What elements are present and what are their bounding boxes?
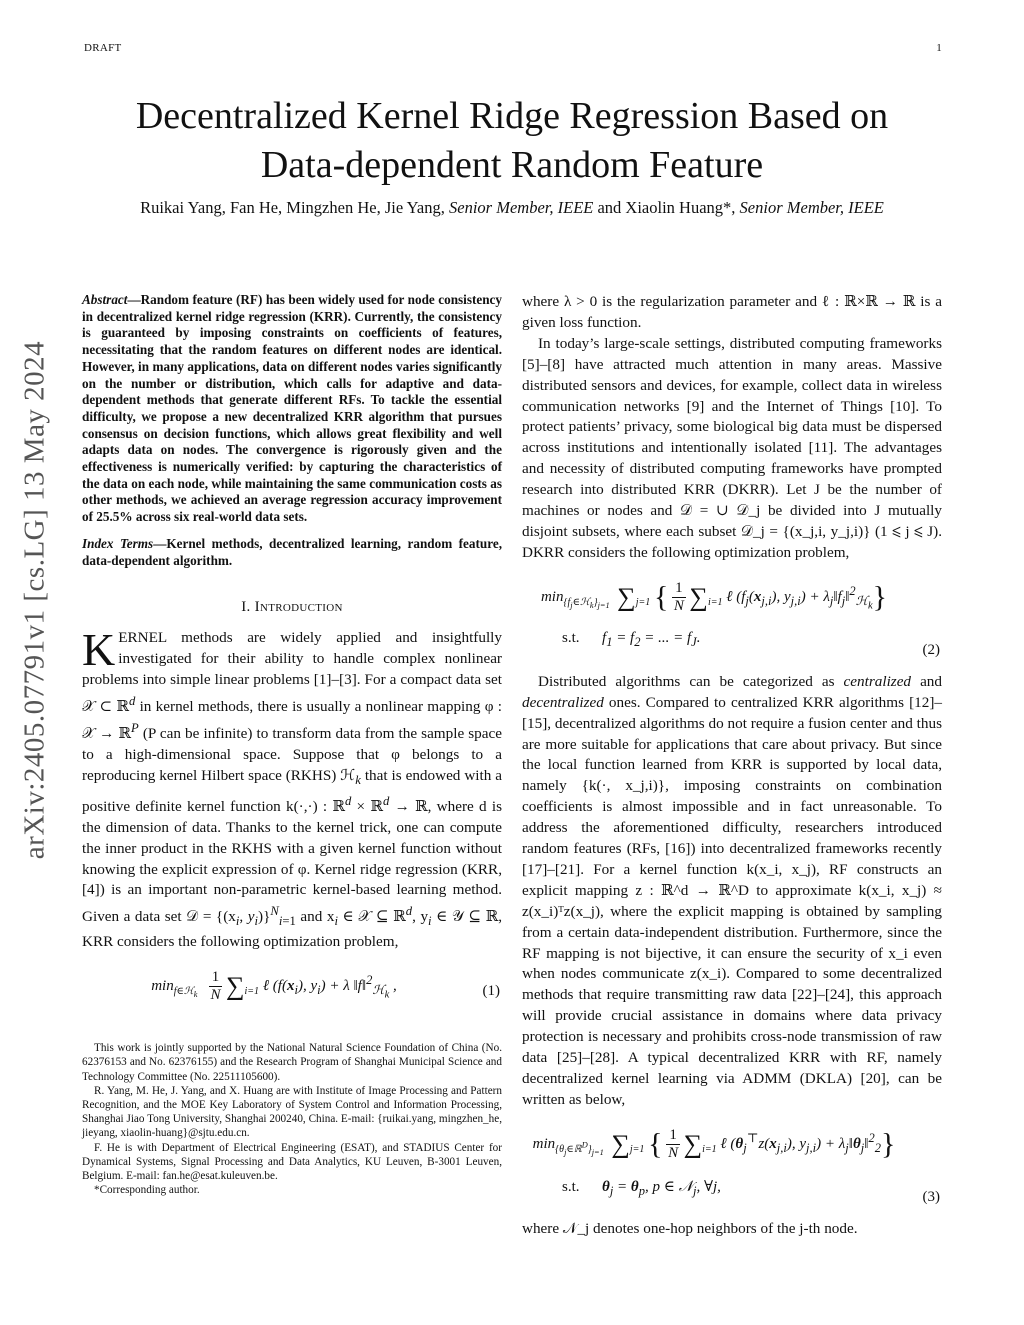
drop-cap: K <box>82 624 116 676</box>
equation-constraint: s.t. $\theta_j = \theta_p$, p ∈ 𝒩$_j$, ∀j, <box>562 1178 721 1198</box>
page-number: 1 <box>936 42 942 54</box>
equation-body: $\min_{f\in ℋ_k}$ $\frac{1}{N}$ $\sum_{i=1}$ ℓ ($f(x_i)$, $y_i) + \lambda$ ‖f‖$^2_{ℋ_k}$ , <box>151 969 397 1004</box>
arxiv-sidebar <box>10 310 60 890</box>
equation-2 <box>522 572 942 666</box>
title-line-2: Data-dependent Random Feature <box>260 144 764 186</box>
title-line-1: Decentralized Kernel Ridge Regression Based on <box>135 95 889 137</box>
equation-3 <box>522 1119 942 1213</box>
footnote: F. He is with Department of Electrical Engineering (ESAT), and STADIUS Center for Dynamical Systems, Signal Processing and Data Analytics, KU Leuven, B-3001 Leuven, Belgium. E-mail: fan.he@esat.kuleuven.be. <box>82 1141 502 1183</box>
body-paragraph: In today’s large-scale settings, distributed computing frameworks [5]–[8] have attracted much attention in many areas. Massive distributed sensors and devices, for example, collect data in wireless communication networks [9] and the Internet of Things [10]. To protect patients’ privacy, some biological big data must be dispersed across institutions and intentionally isolated [11]. The advantages and necessity of distributed computing frameworks have prompted research into distributed KRR (DKRR). Let J be the number of machines or nodes and 𝒟 = ∪ 𝒟_j be divided into J mutually disjoint subsets, where each subset 𝒟_j = {(x_j,i, y_j,i)} (1 ⩽ j ⩽ J). DKRR considers the following optimization problem, <box>522 334 942 561</box>
author-names: Ruikai Yang, Fan He, Mingzhen He, Jie Yang, <box>140 198 450 217</box>
arxiv-identifier: arXiv:2405.07791v1 [cs.LG] 13 May 2024 <box>18 340 51 860</box>
footnote: *Corresponding author. <box>94 1184 200 1197</box>
index-terms: Index Terms—Kernel methods, decentralized learning, random feature, data-dependent algorithm. <box>82 535 502 568</box>
equation-number: (2) <box>922 641 940 658</box>
equation-number: (3) <box>922 1188 940 1205</box>
footnote: This work is jointly supported by the National Natural Science Foundation of China (No. 62376153 and No. 62376155) and the Research Program of Shanghai Municipal Science and Technology Committee (No. 22511105600). <box>82 1042 502 1083</box>
intro-paragraph: KERNEL methods are widely applied and insightfully investigated for their ability to handle complex nonlinear problems into simple linear problems [1]–[3]. For a compact data set 𝒳 ⊂ ℝ$^d$ in kernel methods, there is usually a nonlinear mapping φ : 𝒳 → ℝ$^P$ (P can be infinite) to transform data from the sample space to a high-dimensional space. Suppose that φ belongs to a reproducing kernel Hilbert space (RKHS) ℋ$_k$ that is endowed with a positive definite kernel function k(·,·) : ℝ$^d$ × ℝ$^d$ → ℝ, where d is the dimension of data. Thanks to the kernel trick, one can compute the inner product in the RKHS with a given kernel function without knowing the explicit expression of φ. Kernel ridge regression (KRR, [4]) is an important non-parametric kernel-based learning method. Given a data set 𝒟 = {($x_i$, $y_i)\}^N_{i=1}$ and $x_i$ ∈ 𝒳 ⊆ ℝ$^d$, $y_i$ ∈ 𝒴 ⊆ ℝ, KRR considers the following optimization problem, <box>82 624 503 951</box>
author-role: Senior Member, IEEE <box>739 198 884 217</box>
paper-title <box>60 92 964 190</box>
author-list <box>60 198 964 218</box>
left-column <box>82 292 502 1197</box>
equation-number: (1) <box>482 983 500 1000</box>
author-role: Senior Member, IEEE <box>449 198 594 217</box>
abstract: Abstract—Random feature (RF) has been widely used for node consistency in decentralized kernel ridge regression (KRR). Currently, the consistency is guaranteed by imposing constraints on coefficients of features, necessitating that the random features on different nodes are identical. However, in many applications, data on different nodes varies significantly on the number or distribution, which calls for adaptive and data-dependent methods that generate different RFs. To tackle the essential difficulty, we propose a new decentralized KRR algorithm that pursues consensus on decision functions, which allows great flexibility and well adapts data on nodes. The convergence is rigorously given and the effectiveness is numerically verified: by capturing the characteristics of the data on each node, while maintaining the same communication costs as other methods, we achieved an average regression accuracy improvement of 25.5% across six real-world data sets. <box>82 292 502 525</box>
footnotes <box>82 1041 502 1197</box>
body-paragraph: Distributed algorithms can be categorized as centralized and decentralized ones. Compared to centralized KRR algorithms [12]–[15], decentralized algorithms do not require a fusion center and thus are more suitable for applications that care about privacy. But since the local function learned from KRR is supported by local data, namely {k(·, x_j,i)}, imposing constraints on combination coefficients is almost impossible and in fact unreasonable. To address the aforementioned difficulty, researchers introduced random features (RFs, [16]) into decentralized frameworks recently [17]–[21]. For a kernel function k(x_i, x_j), RF constructs an explicit mapping z : ℝ^d → ℝ^D to approximate k(x_i, x_j) ≈ z(x_i)ᵀz(x_j), where the explicit mapping is obtained by sampling from a certain data-independent distribution. Furthermore, since the RF mapping is not bijective, it can ensure the security of x_i even when nodes communicate z(x_i). Compared to some decentralized methods that require transmitting raw data [22]–[24], this approach will provide crucial assistance in domains where data privacy protection is necessary and prohibits cross-node transmission of raw data [25]–[28]. A typical decentralized KRR with RF, namely decentralized kernel learning via ADMM (DKLA) [20], can be written as below, <box>522 672 942 1108</box>
body-paragraph: where λ > 0 is the regularization parameter and ℓ : ℝ×ℝ → ℝ is a given loss function. <box>522 293 942 331</box>
running-header: DRAFT <box>84 42 122 54</box>
author-last: and Xiaolin Huang*, <box>593 198 740 217</box>
equation-body: $\min_{\{\theta_j\in ℝ^D\}_{j=1}} \sum_{j=1}$ { $\frac{1}{N}$ $\sum_{i=1}$ ℓ ($\theta_j^⊤z(x_{j,i})$, $y_{j,i}$) + $\lambda_j‖\theta_j‖^2_2$} <box>532 1126 896 1161</box>
right-column <box>522 292 942 1240</box>
equation-body: $\min_{\{f_j\in ℋ_k\}_{j=1}} \sum_{j=1}$ { $\frac{1}{N}$ $\sum_{i=1}$ ℓ ($f_j(x_{j,i})$, $y_{j,i}$) + $\lambda_j‖f_j‖^2_{ℋ_k}$} <box>540 579 888 614</box>
equation-constraint: s.t. $f_1 = f_2$ = ... = $f_J$. <box>562 629 701 649</box>
section-heading: I. Introduction <box>241 599 343 616</box>
equation-1 <box>82 961 502 1023</box>
footnote: R. Yang, M. He, J. Yang, and X. Huang are with Institute of Image Processing and Pattern Recognition, and the MOE Key Laboratory of System Control and Information Processing, Shanghai Jiao Tong University, Shanghai 200240, China. E-mail: {ruikai.yang, mingzhen_he, jieyang, xiaolin-huang}@sjtu.edu.cn. <box>82 1084 502 1140</box>
body-paragraph: where 𝒩_j denotes one-hop neighbors of the j-th node. <box>522 1219 858 1237</box>
